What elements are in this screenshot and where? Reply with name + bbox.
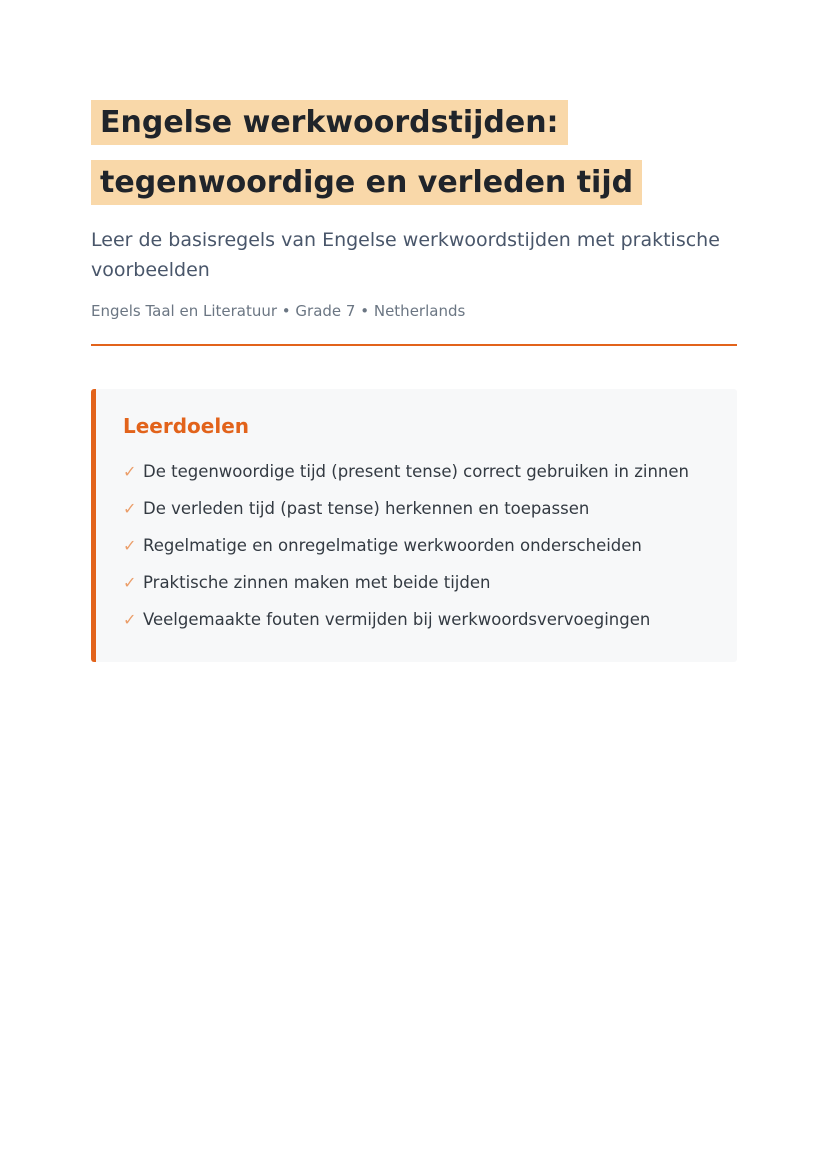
- accent-divider: [91, 344, 737, 346]
- objectives-heading: Leerdoelen: [123, 414, 250, 438]
- objective-item: [123, 572, 707, 593]
- objective-text: Praktische zinnen maken met beide tijden: [143, 573, 491, 592]
- objective-item: [123, 461, 707, 482]
- objectives-card: [91, 389, 737, 662]
- check-icon: ✓: [123, 610, 137, 629]
- objective-text: De tegenwoordige tijd (present tense) correct gebruiken in zinnen: [143, 462, 689, 481]
- objective-item: [123, 609, 707, 630]
- title-highlight: Engelse werkwoordstijden: tegenwoordige en verleden tijd: [91, 100, 642, 205]
- course-meta: Engels Taal en Literatuur • Grade 7 • Netherlands: [91, 302, 466, 320]
- objective-text: De verleden tijd (past tense) herkennen en toepassen: [143, 499, 590, 518]
- objective-item: [123, 498, 707, 519]
- check-icon: ✓: [123, 499, 137, 518]
- page-title: [91, 93, 737, 213]
- objective-item: [123, 535, 707, 556]
- objective-text: Regelmatige en onregelmatige werkwoorden onderscheiden: [143, 536, 642, 555]
- objective-text: Veelgemaakte fouten vermijden bij werkwoordsvervoegingen: [143, 610, 651, 629]
- check-icon: ✓: [123, 573, 137, 592]
- check-icon: ✓: [123, 536, 137, 555]
- objectives-list: [123, 461, 707, 630]
- page-subtitle: Leer de basisregels van Engelse werkwoordstijden met praktische voorbeelden: [91, 229, 720, 281]
- check-icon: ✓: [123, 462, 137, 481]
